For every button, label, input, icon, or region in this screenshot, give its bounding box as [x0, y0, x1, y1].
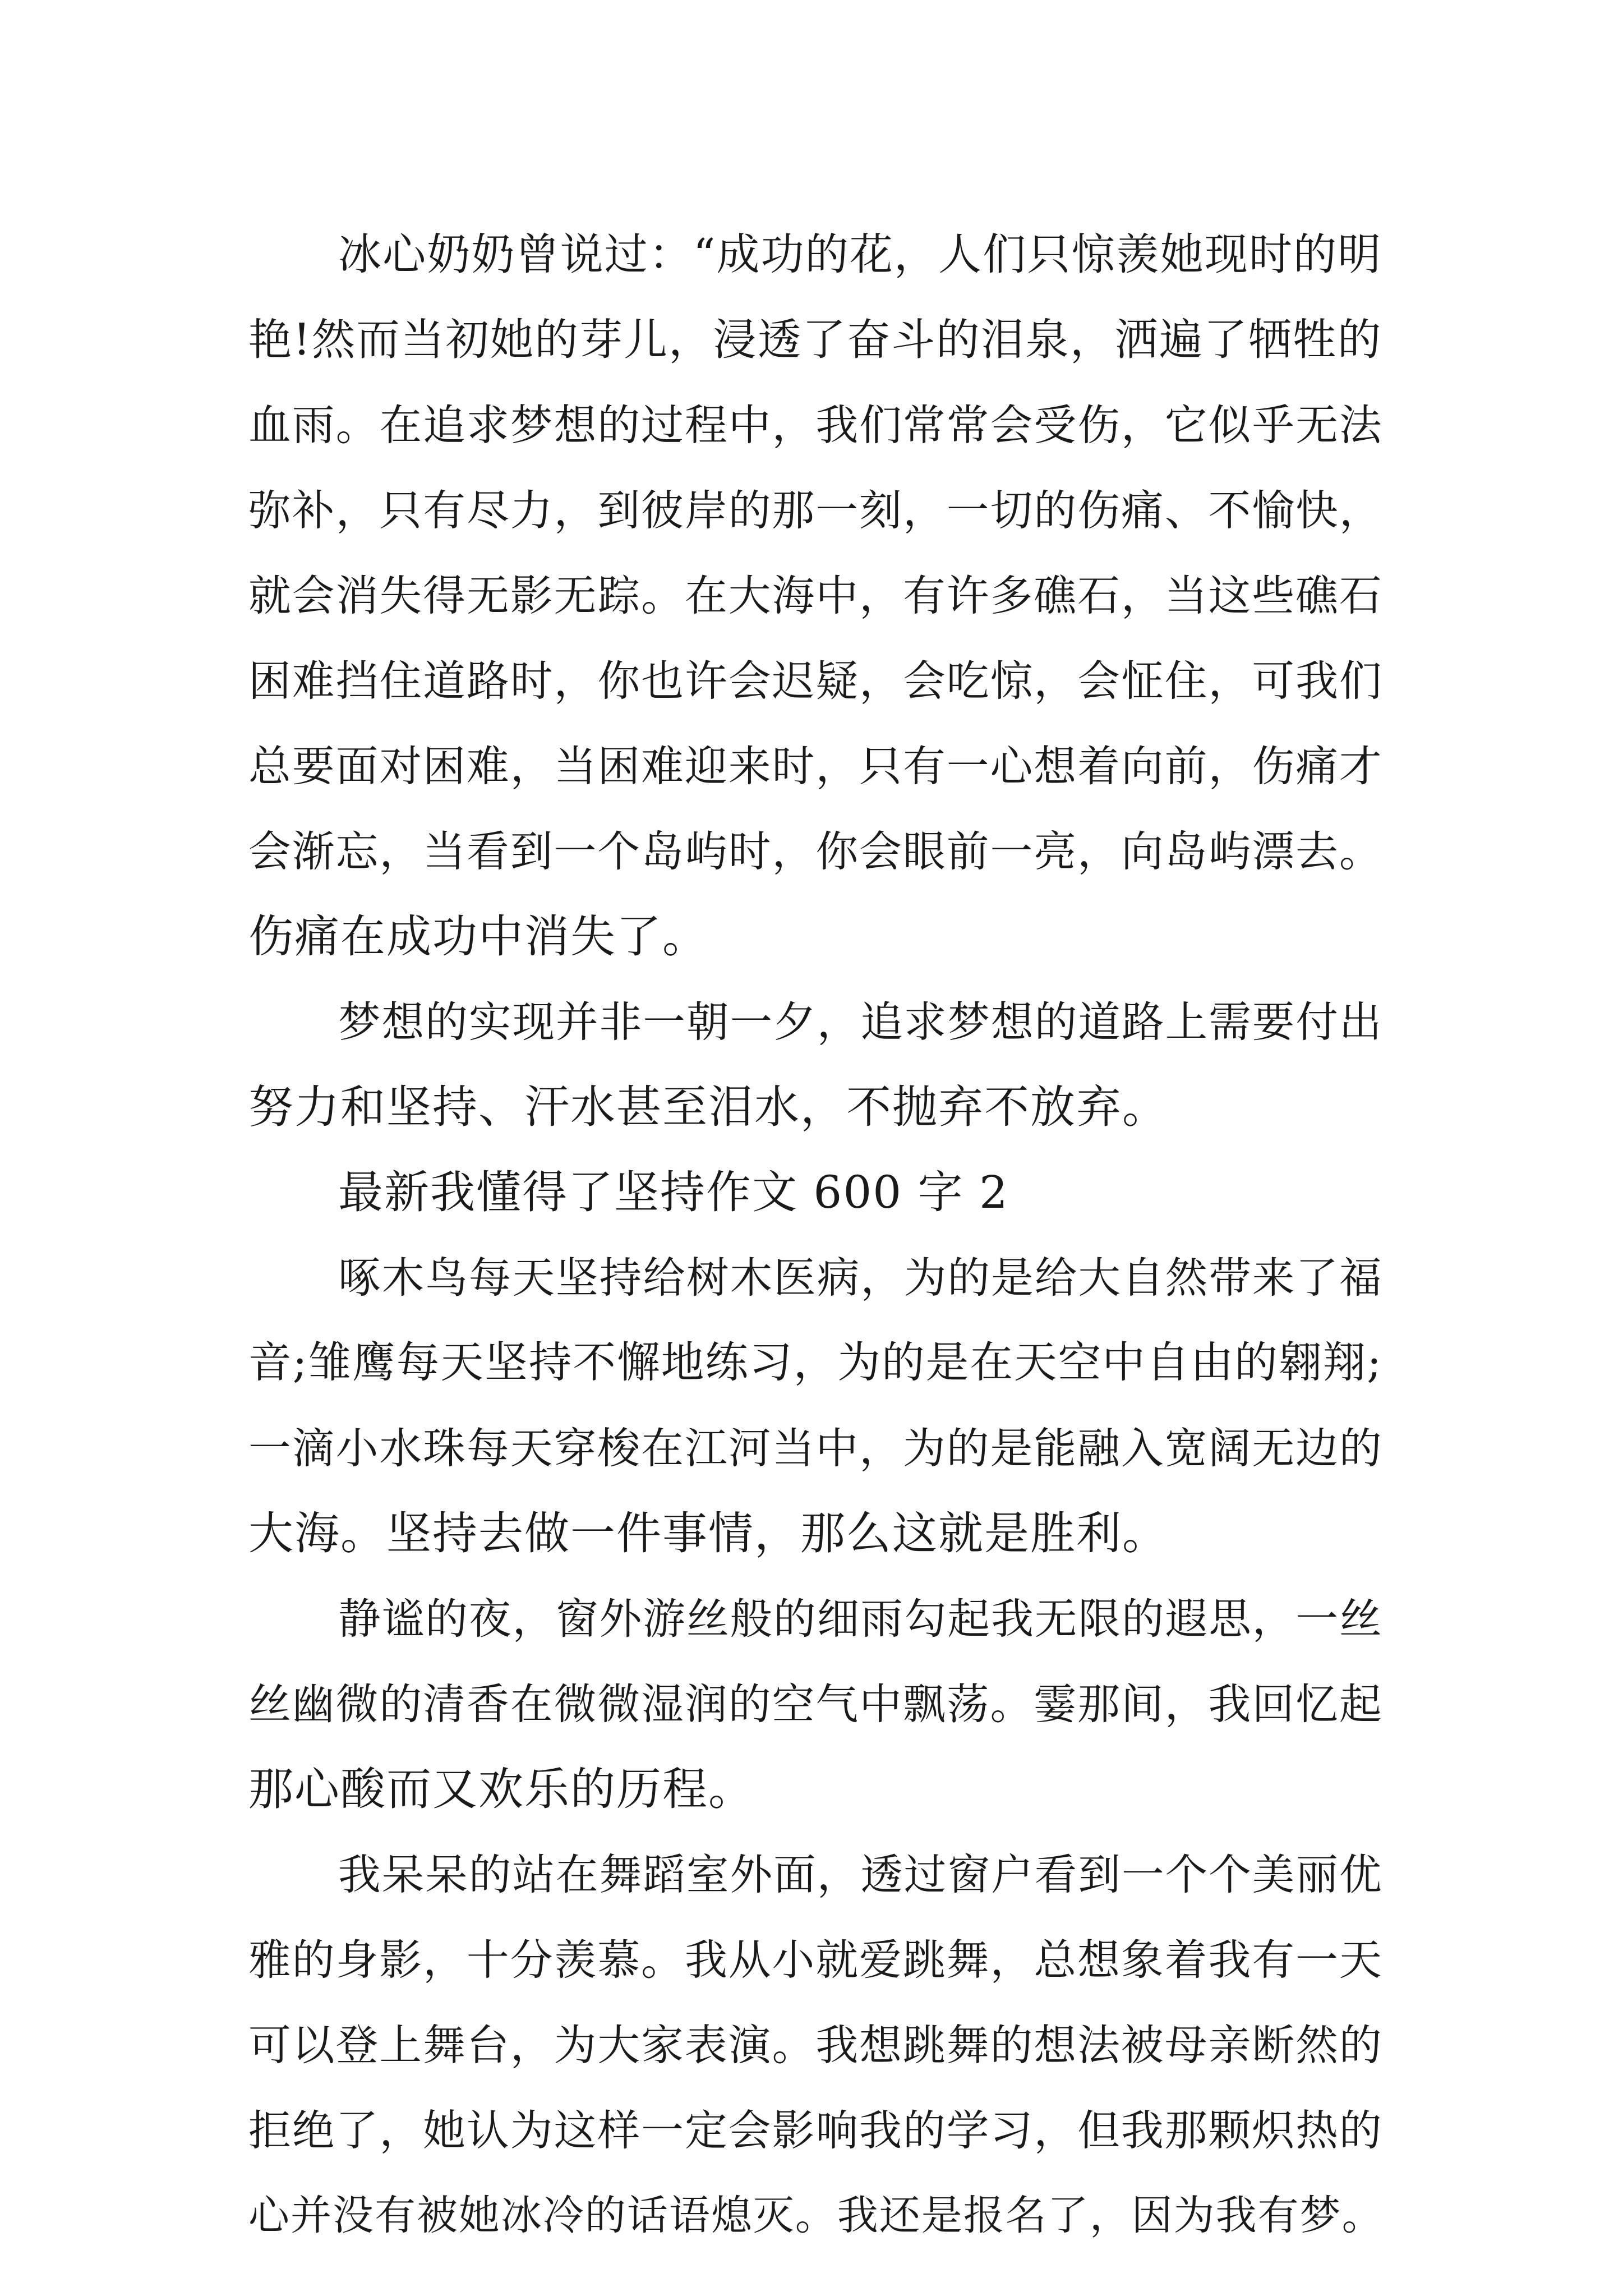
- paragraph-first-line: 我呆呆的站在舞蹈室外面，透过窗户看到一个个美丽优: [338, 1850, 1383, 1899]
- text-line: 努力和坚持、汗水甚至泪水，不抛弃不放弃。: [248, 1081, 1168, 1133]
- text-line: 总要面对困难，当困难迎来时，只有一心想着向前，伤痛才: [248, 742, 1383, 791]
- text-line: 那心酸而又欢乐的历程。: [248, 1763, 754, 1815]
- text-line: 会渐忘，当看到一个岛屿时，你会眼前一亮，向岛屿漂去。: [248, 827, 1383, 876]
- text-line: 丝幽微的清香在微微湿润的空气中飘荡。霎那间，我回忆起: [248, 1680, 1383, 1729]
- text-line: 伤痛在成功中消失了。: [248, 910, 708, 963]
- paragraph-first-line: 梦想的实现并非一朝一夕，追求梦想的道路上需要付出: [338, 997, 1383, 1047]
- paragraph-first-line: 静谧的夜，窗外游丝般的细雨勾起我无限的遐思，一丝: [338, 1594, 1383, 1644]
- text-line: 弥补，只有尽力，到彼岸的那一刻，一切的伤痛、不愉快，: [248, 486, 1383, 535]
- text-line: 困难挡住道路时，你也许会迟疑，会吃惊，会怔住，可我们: [248, 656, 1383, 706]
- text-line: 可以登上舞台，为大家表演。我想跳舞的想法被母亲断然的: [248, 2021, 1383, 2070]
- paragraph-first-line: 冰心奶奶曾说过：“成功的花，人们只惊羡她现时的明: [338, 229, 1382, 280]
- paragraph-first-line: 啄木鸟每天坚持给树木医病，为的是给大自然带来了福: [338, 1253, 1383, 1303]
- text-line: 就会消失得无影无踪。在大海中，有许多礁石，当这些礁石: [248, 571, 1383, 620]
- text-line: 大海。坚持去做一件事情，那么这就是胜利。: [248, 1507, 1168, 1559]
- paragraph-first-line: 最新我懂得了坚持作文 600 字 2: [338, 1166, 1009, 1218]
- text-line: 血雨。在追求梦想的过程中，我们常常会受伤，它似乎无法: [248, 401, 1383, 450]
- text-line: 心并没有被她冰冷的话语熄灭。我还是报名了，因为我有梦。: [248, 2192, 1384, 2239]
- text-line: 雅的身影，十分羡慕。我从小就爱跳舞，总想象着我有一天: [248, 1935, 1383, 1985]
- document-body: [248, 212, 1384, 2258]
- text-line: 拒绝了，她认为这样一定会影响我的学习，但我那颗炽热的: [248, 2106, 1383, 2155]
- text-line: 艳!然而当初她的芽儿，浸透了奋斗的泪泉，洒遍了牺牲的: [248, 315, 1382, 365]
- text-line: 音;雏鹰每天坚持不懈地练习，为的是在天空中自由的翱翔;: [248, 1338, 1383, 1388]
- text-line: 一滴小水珠每天穿梭在江河当中，为的是能融入宽阔无边的: [248, 1424, 1383, 1473]
